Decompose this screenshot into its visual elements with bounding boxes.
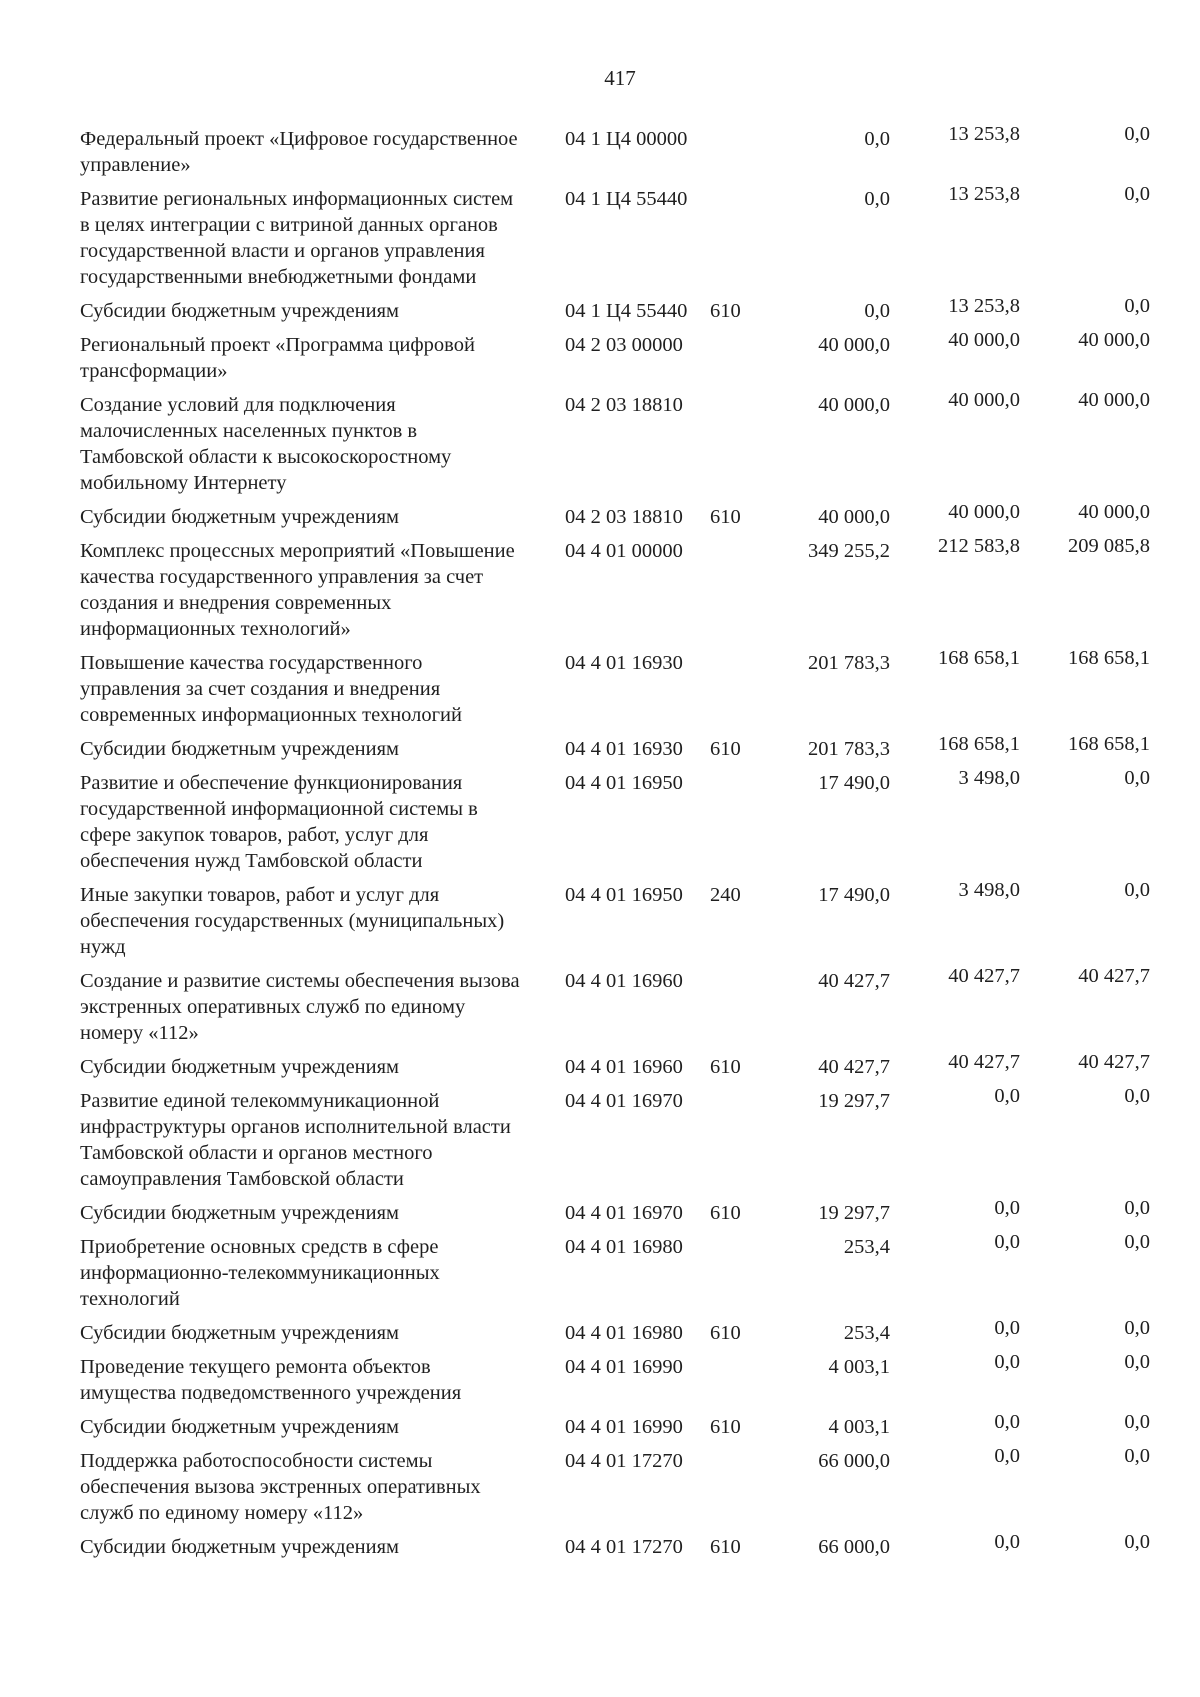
- row-value-3: 0,0: [1124, 1411, 1150, 1433]
- row-code: 04 4 01 16960: [565, 1056, 683, 1078]
- page-number: 417: [604, 66, 636, 90]
- table-row: [80, 389, 1170, 504]
- row-expense-type: 610: [710, 1202, 741, 1224]
- row-value-2: 0,0: [994, 1411, 1020, 1433]
- row-value-2: 13 253,8: [948, 123, 1020, 145]
- row-value-3: 0,0: [1124, 1085, 1150, 1107]
- row-code: 04 4 01 16980: [565, 1236, 683, 1258]
- row-value-2: 0,0: [994, 1085, 1020, 1107]
- row-value-1: 40 427,7: [818, 1056, 890, 1078]
- row-expense-type: 240: [710, 884, 741, 906]
- table-row: [80, 535, 1170, 650]
- row-name: Субсидии бюджетным учреждениям: [80, 300, 400, 322]
- row-value-2: 3 498,0: [958, 767, 1020, 789]
- row-value-1: 201 783,3: [808, 652, 890, 674]
- row-code: 04 4 01 16930: [565, 738, 683, 760]
- row-value-2: 0,0: [994, 1317, 1020, 1339]
- row-value-3: 0,0: [1124, 295, 1150, 317]
- row-value-2: 13 253,8: [948, 295, 1020, 317]
- row-name: Развитие и обеспечение функционирования государственной информационной системы в сфере закупок товаров, работ, услуг для обеспечения нужд Тамбовской области: [80, 772, 478, 872]
- row-code: 04 1 Ц4 55440: [565, 188, 688, 210]
- row-code: 04 4 01 16970: [565, 1202, 683, 1224]
- row-value-1: 253,4: [843, 1322, 890, 1344]
- row-name: Развитие региональных информационных систем в целях интеграции с витриной данных органов государственной власти и органов управления государственными внебюджетными фондами: [80, 188, 514, 288]
- table-row: [80, 1531, 1170, 1568]
- row-name: Субсидии бюджетным учреждениям: [80, 1416, 400, 1438]
- row-value-1: 17 490,0: [818, 772, 890, 794]
- row-value-3: 0,0: [1124, 123, 1150, 145]
- row-value-1: 40 000,0: [818, 334, 890, 356]
- row-value-3: 0,0: [1124, 1351, 1150, 1373]
- row-name: Субсидии бюджетным учреждениям: [80, 738, 400, 760]
- table-row: [80, 767, 1170, 882]
- row-code: 04 1 Ц4 55440: [565, 300, 688, 322]
- row-value-1: 0,0: [864, 128, 890, 150]
- table-row: [80, 879, 1170, 968]
- row-value-2: 0,0: [994, 1445, 1020, 1467]
- row-code: 04 4 01 16980: [565, 1322, 683, 1344]
- row-value-1: 0,0: [864, 300, 890, 322]
- row-name: Создание условий для подключения малочисленных населенных пунктов в Тамбовской области к высокоскоростному мобильному Интернету: [80, 394, 452, 494]
- row-value-3: 0,0: [1124, 1197, 1150, 1219]
- row-value-2: 0,0: [994, 1351, 1020, 1373]
- row-expense-type: 610: [710, 1056, 741, 1078]
- row-name: Поддержка работоспособности системы обеспечения вызова экстренных оперативных служб по единому номеру «112»: [80, 1450, 481, 1524]
- row-value-3: 40 427,7: [1078, 965, 1150, 987]
- row-value-3: 40 427,7: [1078, 1051, 1150, 1073]
- row-value-2: 168 658,1: [938, 647, 1020, 669]
- row-code: 04 1 Ц4 00000: [565, 128, 688, 150]
- row-name: Субсидии бюджетным учреждениям: [80, 1202, 400, 1224]
- row-value-1: 4 003,1: [828, 1416, 890, 1438]
- row-value-2: 0,0: [994, 1231, 1020, 1253]
- table-row: [80, 647, 1170, 736]
- row-value-3: 168 658,1: [1068, 733, 1150, 755]
- row-value-2: 0,0: [994, 1531, 1020, 1553]
- row-value-2: 40 000,0: [948, 501, 1020, 523]
- row-value-2: 40 000,0: [948, 389, 1020, 411]
- row-value-3: 0,0: [1124, 767, 1150, 789]
- row-value-3: 40 000,0: [1078, 389, 1150, 411]
- row-value-2: 13 253,8: [948, 183, 1020, 205]
- row-value-1: 4 003,1: [828, 1356, 890, 1378]
- row-code: 04 2 03 18810: [565, 394, 683, 416]
- row-value-1: 201 783,3: [808, 738, 890, 760]
- row-value-1: 66 000,0: [818, 1536, 890, 1558]
- row-value-1: 40 000,0: [818, 506, 890, 528]
- row-value-3: 0,0: [1124, 879, 1150, 901]
- row-value-3: 0,0: [1124, 1531, 1150, 1553]
- table-row: [80, 1445, 1170, 1534]
- row-expense-type: 610: [710, 738, 741, 760]
- row-code: 04 4 01 17270: [565, 1536, 683, 1558]
- row-expense-type: 610: [710, 1416, 741, 1438]
- row-expense-type: 610: [710, 506, 741, 528]
- row-name: Приобретение основных средств в сфере информационно-телекоммуникационных технологий: [80, 1236, 440, 1310]
- row-value-3: 0,0: [1124, 183, 1150, 205]
- row-code: 04 4 01 16990: [565, 1416, 683, 1438]
- row-value-2: 212 583,8: [938, 535, 1020, 557]
- row-value-3: 168 658,1: [1068, 647, 1150, 669]
- table-row: [80, 1351, 1170, 1414]
- row-name: Создание и развитие системы обеспечения вызова экстренных оперативных служб по единому номеру «112»: [80, 970, 520, 1044]
- row-value-1: 253,4: [843, 1236, 890, 1258]
- row-value-1: 66 000,0: [818, 1450, 890, 1472]
- row-value-2: 3 498,0: [958, 879, 1020, 901]
- row-value-1: 19 297,7: [818, 1202, 890, 1224]
- row-name: Иные закупки товаров, работ и услуг для обеспечения государственных (муниципальных) нужд: [80, 884, 505, 958]
- row-code: 04 2 03 18810: [565, 506, 683, 528]
- row-code: 04 4 01 16970: [565, 1090, 683, 1112]
- row-value-2: 40 427,7: [948, 1051, 1020, 1073]
- table-row: [80, 1085, 1170, 1200]
- row-name: Субсидии бюджетным учреждениям: [80, 1056, 400, 1078]
- row-name: Федеральный проект «Цифровое государственное управление»: [80, 128, 518, 176]
- row-name: Проведение текущего ремонта объектов имущества подведомственного учреждения: [80, 1356, 462, 1404]
- row-name: Субсидии бюджетным учреждениям: [80, 1322, 400, 1344]
- row-expense-type: 610: [710, 300, 741, 322]
- row-value-1: 40 000,0: [818, 394, 890, 416]
- row-name: Региональный проект «Программа цифровой трансформации»: [80, 334, 475, 382]
- row-value-1: 19 297,7: [818, 1090, 890, 1112]
- row-expense-type: 610: [710, 1322, 741, 1344]
- table-row: [80, 1231, 1170, 1320]
- row-value-1: 17 490,0: [818, 884, 890, 906]
- row-code: 04 4 01 16930: [565, 652, 683, 674]
- row-name: Субсидии бюджетным учреждениям: [80, 506, 400, 528]
- row-code: 04 4 01 16960: [565, 970, 683, 992]
- row-expense-type: 610: [710, 1536, 741, 1558]
- row-value-2: 168 658,1: [938, 733, 1020, 755]
- row-name: Развитие единой телекоммуникационной инфраструктуры органов исполнительной власти Тамбовской области и органов местного самоуправления Тамбовской области: [80, 1090, 511, 1190]
- table-row: [80, 183, 1170, 298]
- row-name: Повышение качества государственного управления за счет создания и внедрения современных информационных технологий: [80, 652, 462, 726]
- budget-table: [80, 123, 1170, 1568]
- row-value-3: 40 000,0: [1078, 501, 1150, 523]
- row-value-3: 209 085,8: [1068, 535, 1150, 557]
- row-value-3: 0,0: [1124, 1231, 1150, 1253]
- row-value-2: 40 427,7: [948, 965, 1020, 987]
- row-value-2: 40 000,0: [948, 329, 1020, 351]
- row-code: 04 4 01 17270: [565, 1450, 683, 1472]
- table-row: [80, 123, 1170, 186]
- row-value-3: 0,0: [1124, 1317, 1150, 1339]
- row-code: 04 4 01 16990: [565, 1356, 683, 1378]
- row-code: 04 2 03 00000: [565, 334, 683, 356]
- row-name: Субсидии бюджетным учреждениям: [80, 1536, 400, 1558]
- row-value-1: 0,0: [864, 188, 890, 210]
- table-row: [80, 965, 1170, 1054]
- row-name: Комплекс процессных мероприятий «Повышение качества государственного управления за счет создания и внедрения современных информационных технологий»: [80, 540, 515, 640]
- row-value-2: 0,0: [994, 1197, 1020, 1219]
- row-value-1: 349 255,2: [808, 540, 890, 562]
- row-code: 04 4 01 00000: [565, 540, 683, 562]
- row-value-3: 0,0: [1124, 1445, 1150, 1467]
- row-value-3: 40 000,0: [1078, 329, 1150, 351]
- row-value-1: 40 427,7: [818, 970, 890, 992]
- row-code: 04 4 01 16950: [565, 884, 683, 906]
- table-row: [80, 329, 1170, 392]
- row-code: 04 4 01 16950: [565, 772, 683, 794]
